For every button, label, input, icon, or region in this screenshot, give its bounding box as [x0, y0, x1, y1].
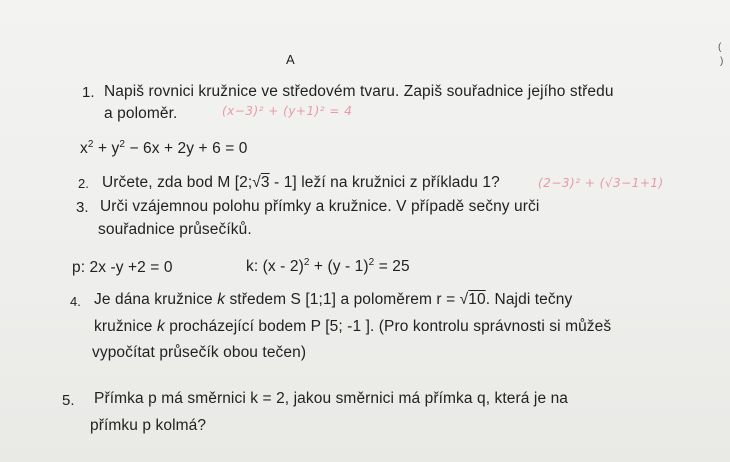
circle-equation	[246, 258, 410, 276]
eq-part: + (y - 1)	[309, 258, 369, 275]
task-number: 5.	[62, 392, 75, 409]
text-part: .	[485, 291, 491, 308]
eq-part: k: (x - 2)	[246, 258, 304, 275]
eq-exponent: 2	[119, 138, 126, 150]
text-part: středem S [1;1] a poloměrem r =	[225, 291, 460, 308]
eq-part: + y	[93, 140, 120, 157]
edge-mark-right: )	[720, 56, 724, 67]
radicand: 10	[468, 291, 486, 308]
text-part: Najdi tečny	[490, 291, 573, 308]
equation	[80, 140, 247, 158]
text-part: procházející bodem P [5; -1 ]. (Pro kontrolu správnosti si můžeš	[164, 318, 612, 335]
radicand: 3	[260, 174, 270, 191]
eq-exponent: 2	[368, 256, 375, 268]
task-text-line: přímku p kolmá?	[90, 417, 207, 434]
line-equation: p: 2x -y +2 = 0	[72, 259, 173, 276]
task-text-line: souřadnice průsečíků.	[98, 221, 252, 238]
handwritten-note: (x−3)² + (y+1)² = 4	[222, 104, 353, 118]
task-number: 1.	[82, 84, 95, 101]
task-text-line: Urči vzájemnou polohu přímky a kružnice. V případě sečny urči	[100, 198, 540, 215]
sqrt-sign: √	[459, 291, 469, 308]
handwritten-note: (2−3)² + (√3−1+1)	[538, 176, 664, 190]
eq-exponent: 2	[87, 138, 94, 150]
task-text-line	[102, 174, 500, 192]
task-text-line: vypočítat průsečík obou tečen)	[92, 344, 307, 361]
edge-mark-top: (	[718, 42, 722, 53]
eq-part: x	[80, 140, 88, 157]
eq-part: = 25	[374, 258, 410, 275]
eq-exponent: 2	[303, 256, 310, 268]
task-text-line: a poloměr.	[104, 105, 178, 122]
task-text-line: Napiš rovnici kružnice ve středovém tvaru. Zapiš souřadnice jejího středu	[104, 83, 614, 100]
task-number: 4.	[70, 294, 81, 309]
task-number: 3.	[76, 199, 89, 216]
task-text-line	[94, 291, 572, 309]
text-part: - 1] leží na kružnici z příkladu 1?	[269, 174, 500, 191]
text-part: kružnice	[94, 318, 157, 335]
text-part: Určete, zda bod M [2;√	[102, 174, 261, 191]
variable-k: k	[217, 291, 226, 308]
variable-k: k	[156, 318, 165, 335]
eq-part: − 6x + 2y + 6 = 0	[125, 140, 248, 157]
task-text-line: Přímka p má směrnici k = 2, jakou směrnici má přímka q, která je na	[94, 390, 569, 407]
task-text-line	[94, 318, 611, 336]
task-number: 2.	[78, 176, 89, 191]
text-part: Je dána kružnice	[94, 291, 218, 308]
version-label: A	[286, 52, 295, 67]
